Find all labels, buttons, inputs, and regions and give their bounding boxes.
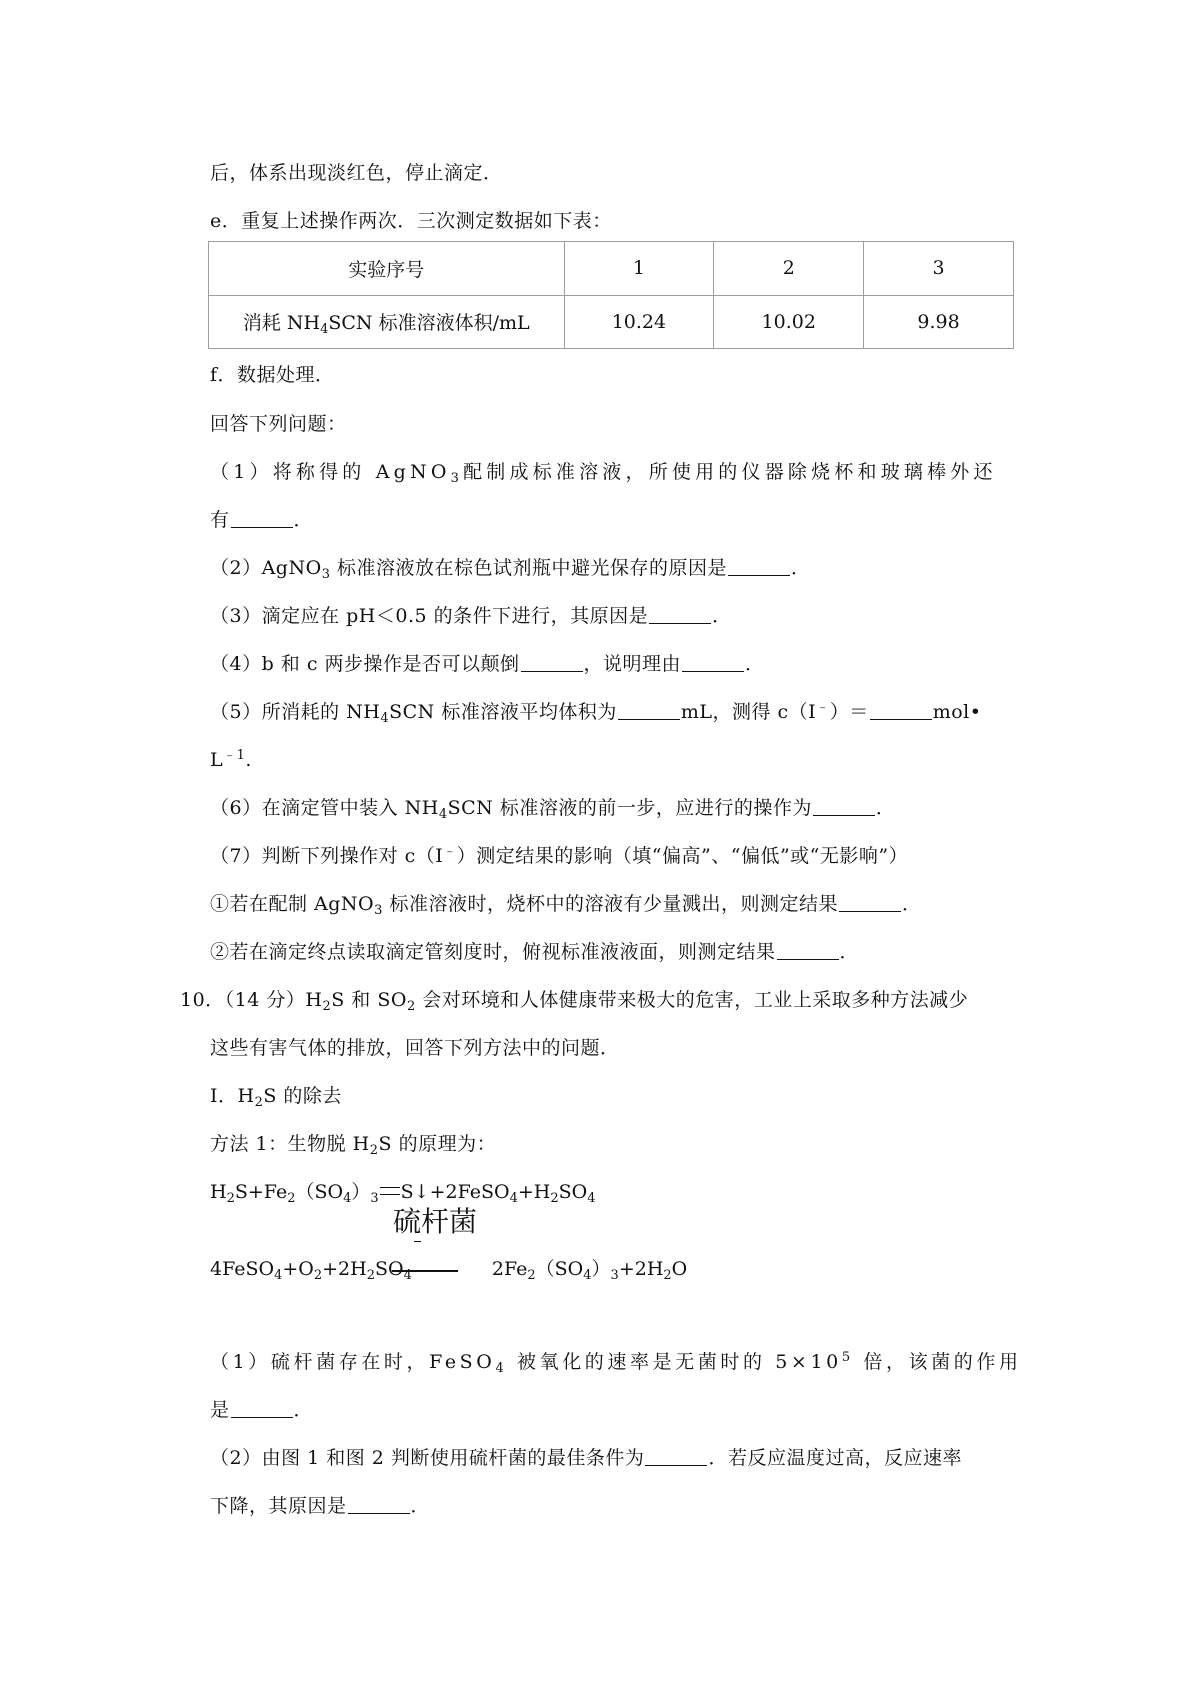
- text: +H: [517, 1181, 551, 1203]
- text: ，说明理由: [583, 653, 682, 675]
- question-6: [210, 795, 895, 821]
- answer-blank: [348, 1495, 410, 1514]
- text: ．: [745, 653, 765, 675]
- reaction-2: [210, 1256, 687, 1282]
- text: （7）判断下列操作对 c（I: [210, 845, 444, 867]
- subquestion-1-cont: [210, 1397, 313, 1423]
- table-row: [209, 295, 1014, 349]
- subscript: 4: [587, 1191, 596, 1206]
- question-1: [210, 459, 997, 485]
- text: +O: [282, 1258, 314, 1280]
- answer-blank: [813, 797, 875, 816]
- text: SO: [375, 1258, 404, 1280]
- text: 10．（14 分）H: [180, 989, 323, 1011]
- text: S+Fe: [234, 1181, 288, 1203]
- text: 回答下列问题：: [210, 413, 347, 435]
- text: （2）AgNO: [210, 557, 322, 579]
- subscript: 2: [287, 1191, 296, 1206]
- text: SCN 标准溶液体积/mL: [328, 312, 530, 335]
- question-10: [180, 987, 968, 1013]
- text: O: [671, 1258, 688, 1280]
- answer-blank: [728, 557, 790, 576]
- subscript: 4: [438, 807, 448, 822]
- catalyst-mark: [414, 1241, 421, 1242]
- table-cell: 9.98: [864, 295, 1014, 349]
- equals-sign: [380, 1187, 400, 1195]
- question-7a: [210, 891, 921, 917]
- text: Ⅰ．H: [210, 1085, 255, 1107]
- text: ．: [839, 941, 860, 963]
- answer-blank: [870, 701, 932, 720]
- table-cell: 10.24: [564, 295, 714, 349]
- text-line: [210, 411, 347, 437]
- text: S 和 SO: [331, 989, 407, 1011]
- subscript: 2: [550, 1191, 559, 1206]
- reaction-arrow: [392, 1270, 458, 1272]
- subscript: 2: [406, 999, 416, 1014]
- text: 消耗 NH: [242, 312, 321, 335]
- subscript: 4: [495, 1361, 508, 1376]
- text: H: [210, 1181, 227, 1203]
- question-7: [210, 843, 908, 869]
- text: f．数据处理．: [210, 364, 335, 386]
- text: mol•: [932, 701, 982, 723]
- question-2: [210, 555, 811, 581]
- answer-blank: [777, 941, 839, 960]
- question-3: [210, 603, 732, 629]
- question-4: [210, 651, 765, 677]
- subscript: 4: [583, 1268, 592, 1283]
- text: ①若在配制 AgNO: [210, 893, 375, 915]
- question-5: [210, 699, 981, 725]
- text: S↓+2FeSO: [400, 1181, 510, 1203]
- answer-blank: [618, 701, 680, 720]
- text: 倍，该菌的作用: [853, 1351, 1022, 1373]
- subscript: 4: [509, 1191, 518, 1206]
- answer-blank: [682, 653, 744, 672]
- subscript: 3: [610, 1268, 619, 1283]
- text: 标准溶液时，烧杯中的溶液有少量溅出，则测定结果: [382, 893, 838, 915]
- subscript: 2: [254, 1095, 264, 1110]
- text: （4）b 和 c 两步操作是否可以颠倒: [210, 653, 520, 675]
- subscript: 2: [226, 1191, 235, 1206]
- superscript: ﹣: [816, 700, 830, 715]
- text-line: [210, 160, 503, 186]
- text: SCN 标准溶液的前一步，应进行的操作为: [447, 797, 812, 819]
- text-line: [210, 362, 335, 388]
- catalyst-label: 硫杆菌: [393, 1205, 478, 1238]
- subquestion-2-cont: [210, 1493, 430, 1519]
- section-heading: [210, 1083, 342, 1109]
- text: 4FeSO: [210, 1258, 275, 1280]
- reaction-1: [210, 1179, 596, 1205]
- text: 后，体系出现淡红色，停止滴定．: [210, 162, 503, 184]
- text: （3）滴定应在 pH＜0.5 的条件下进行，其原因是: [210, 605, 649, 627]
- text: ）测定结果的影响（填“偏高”、“偏低”或“无影响”）: [456, 845, 909, 867]
- text: （5）所消耗的 NH: [210, 701, 381, 723]
- answer-blank: [839, 893, 901, 912]
- question-10-cont: [210, 1035, 620, 1061]
- text: 会对环境和人体健康带来极大的危害，工业上采取多种方法减少: [415, 989, 969, 1011]
- text: ．: [712, 605, 732, 627]
- table-cell: 3: [864, 242, 1014, 296]
- subquestion-2: [210, 1445, 962, 1471]
- text: +2H: [322, 1258, 367, 1280]
- answer-blank: [645, 1447, 707, 1466]
- subscript: 2: [369, 1143, 379, 1158]
- superscript: ﹣: [443, 844, 457, 859]
- subscript: 3: [370, 1191, 379, 1206]
- text: SO: [558, 1181, 588, 1203]
- subscript: 2: [663, 1268, 672, 1283]
- table-row: [209, 242, 1014, 296]
- text: SCN 标准溶液平均体积为: [389, 701, 617, 723]
- text: 被氧化的速率是无菌时的 5×10: [507, 1351, 842, 1373]
- text: 有: [210, 509, 230, 531]
- subscript: 3: [450, 471, 464, 486]
- data-table: [208, 241, 1014, 349]
- text: （1）将称得的 AgNO: [210, 461, 451, 483]
- table-cell: [209, 295, 565, 349]
- subscript: 4: [274, 1268, 283, 1283]
- text: ．: [875, 797, 896, 819]
- text: ．: [410, 1495, 431, 1517]
- question-7b: [210, 939, 859, 965]
- text: 标准溶液放在棕色试剂瓶中避光保存的原因是: [330, 557, 728, 579]
- text: 方法 1：生物脱 H: [210, 1133, 370, 1155]
- text: （SO: [295, 1181, 344, 1203]
- text: .: [245, 749, 252, 771]
- subquestion-1: [210, 1349, 1022, 1375]
- table-cell: 1: [564, 242, 714, 296]
- text: 这些有害气体的排放，回答下列方法中的问题．: [210, 1037, 620, 1059]
- text: L: [210, 749, 224, 771]
- method-1: [210, 1131, 496, 1157]
- text-line: [210, 208, 612, 234]
- text: +2H: [618, 1258, 664, 1280]
- text: （2）由图 1 和图 2 判断使用硫杆菌的最佳条件为: [210, 1447, 645, 1469]
- text: （6）在滴定管中装入 NH: [210, 797, 439, 819]
- subscript: 2: [527, 1268, 536, 1283]
- text: S 的原理为：: [378, 1133, 497, 1155]
- subscript: 3: [374, 903, 383, 918]
- answer-blank: [521, 653, 583, 672]
- subscript: 4: [380, 711, 390, 726]
- subscript: 4: [403, 1268, 412, 1283]
- answer-blank: [649, 605, 711, 624]
- text: S 的除去: [263, 1085, 342, 1107]
- superscript: 5: [841, 1350, 854, 1365]
- subscript: 2: [366, 1268, 375, 1283]
- text: e．重复上述操作两次．三次测定数据如下表：: [210, 210, 612, 232]
- text: ）: [351, 1181, 371, 1203]
- subscript: 2: [313, 1268, 323, 1283]
- subscript: 2: [322, 999, 332, 1014]
- answer-blank: [231, 1399, 293, 1418]
- text: ）＝: [829, 701, 869, 723]
- subscript: 4: [320, 322, 329, 338]
- text: （SO: [535, 1258, 584, 1280]
- text: ②若在滴定终点读取滴定管刻度时，俯视标准液液面，则测定结果: [210, 941, 776, 963]
- text: 是: [210, 1399, 230, 1421]
- text: ．若反应温度过高，反应速率: [708, 1447, 962, 1469]
- table-cell: 10.02: [714, 295, 864, 349]
- text: ．: [293, 1399, 314, 1421]
- subscript: 3: [321, 567, 331, 582]
- question-1-cont: [210, 507, 313, 533]
- subscript: 4: [343, 1191, 352, 1206]
- question-5-cont: [210, 747, 252, 773]
- text: 配制成标准溶液，所使用的仪器除烧杯和玻璃棒外还: [463, 461, 997, 483]
- text: ）: [591, 1258, 611, 1280]
- text: （1）硫杆菌存在时，FeSO: [210, 1351, 496, 1373]
- superscript: ﹣1: [223, 748, 246, 763]
- text: ．: [293, 509, 314, 531]
- answer-blank: [231, 509, 293, 528]
- text: ．: [901, 893, 922, 915]
- text: ．: [791, 557, 811, 579]
- text: 2Fe: [491, 1258, 528, 1280]
- text: 下降，其原因是: [210, 1495, 347, 1517]
- text: mL，测得 c（I: [680, 701, 817, 723]
- table-cell: 实验序号: [209, 242, 565, 296]
- table-cell: 2: [714, 242, 864, 296]
